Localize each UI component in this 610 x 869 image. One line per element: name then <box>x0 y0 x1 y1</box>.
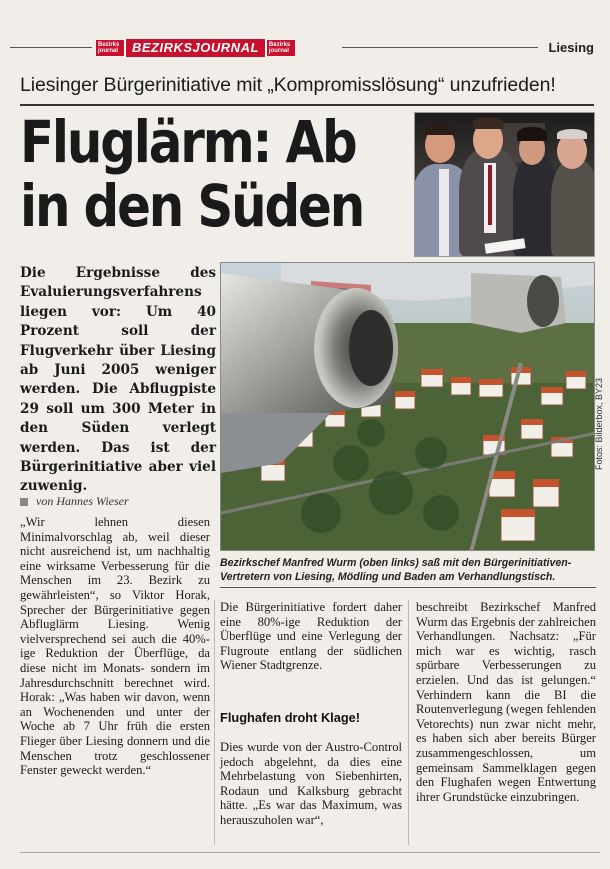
masthead-rule-left <box>10 47 92 48</box>
article-headline <box>20 108 364 240</box>
logo-mini-left: Bezirks journal <box>96 40 124 56</box>
bottom-rule <box>20 852 600 853</box>
byline-marker-icon <box>20 498 28 506</box>
logo-mini-right: Bezirks journal <box>267 40 295 56</box>
body-column-1: „Wir lehnen diesen Minimalvorschlag ab, weil dieser nicht ausreichend ist, um nachhaltig eine wirksame Verbesserung für die Menschen im 23. Bezirk zu gewährleisten“, so Viktor Horak, Sprecher der Bürgerinitiative gegen Abfluglärm Liesing. Wenig vielversprechend sei auch die 40%-ige Reduktion der Überflüge, da diese nicht im Monats- sondern im Jahresdurchschnitt berechnet wird. Horak: „Was haben wir davon, wenn an Wochenenden und unter der Woche ab 7 Uhr früh die ersten Flieger über Liesing donnern und die Menschen trotz geschlossener Fenster geweckt werden.“ <box>20 515 210 778</box>
column-divider <box>214 600 215 845</box>
column-divider <box>408 600 409 845</box>
section-label: Liesing <box>548 40 594 55</box>
logo-main-text: BEZIRKSJOURNAL <box>124 39 267 57</box>
logo <box>96 38 336 58</box>
photo-credit: Fotos: Bilderbox, BY23 <box>594 377 604 470</box>
photo-group-portrait <box>414 112 595 257</box>
headline-line-1: Fluglärm: Ab <box>20 108 356 176</box>
byline <box>20 494 216 509</box>
aerial-illustration <box>221 263 595 551</box>
caption-rule <box>220 587 596 588</box>
body-column-2-continued: Dies wurde von der Austro-Control jedoch abgelehnt, da dies eine Mehrbelastung von Siebenhirten, Rodaun und Kalksburg gebracht hätte. „Es war das Maximum, was herauszuholen war“, <box>220 740 402 827</box>
headline-line-2: in den Süden <box>20 172 364 240</box>
body-column-3: beschreibt Bezirkschef Manfred Wurm das Ergebnis der zahlreichen Verhandlungen. Nachsatz: „Für mich war es wichtig, rasch spürbare Verbesserungen zu erzielen. Und das ist gelungen.“ Verhindern kann die BI die Routenverlegung (wegen fehlenden Vetorechts) nun zwar nicht mehr, es haben sich aber bereits Bürger zusammengeschlossen, um gemeinsam Sammelklagen gegen den Flughafen wegen Entwertung ihrer Grundstücke einzubringen. <box>416 600 596 804</box>
article-lead: Die Ergebnisse des Evaluierungsverfahrens liegen vor: Um 40 Prozent soll der Flugverkehr über Liesing ab Juni 2005 weniger werden. Die Abflugpiste 29 soll um 300 Meter in den Süden verlegt werden. Das ist der Bürgerinitiative aber viel zuwenig. <box>20 265 216 495</box>
photo-aerial-engine <box>220 262 595 551</box>
kicker-rule <box>20 104 594 106</box>
photo-caption: Bezirkschef Manfred Wurm (oben links) saß mit den Bürgerinitiativen-Vertretern von Liesing, Mödling und Baden am Verhandlungstisch. <box>220 557 572 583</box>
article-kicker: Liesinger Bürgerinitiative mit „Kompromisslösung“ unzufrieden! <box>20 74 556 96</box>
person-figure <box>551 160 595 256</box>
body-column-2: Die Bürgerinitiative fordert daher eine 80%-ige Reduktion der Überflüge und eine Verlegung der Flugroute entlang der südlichen Wiener Stadtgrenze. <box>220 600 402 673</box>
masthead-rule-right <box>342 47 538 48</box>
masthead <box>10 36 602 62</box>
byline-text: von Hannes Wieser <box>36 494 129 508</box>
article-subhead: Flughafen droht Klage! <box>220 710 361 725</box>
